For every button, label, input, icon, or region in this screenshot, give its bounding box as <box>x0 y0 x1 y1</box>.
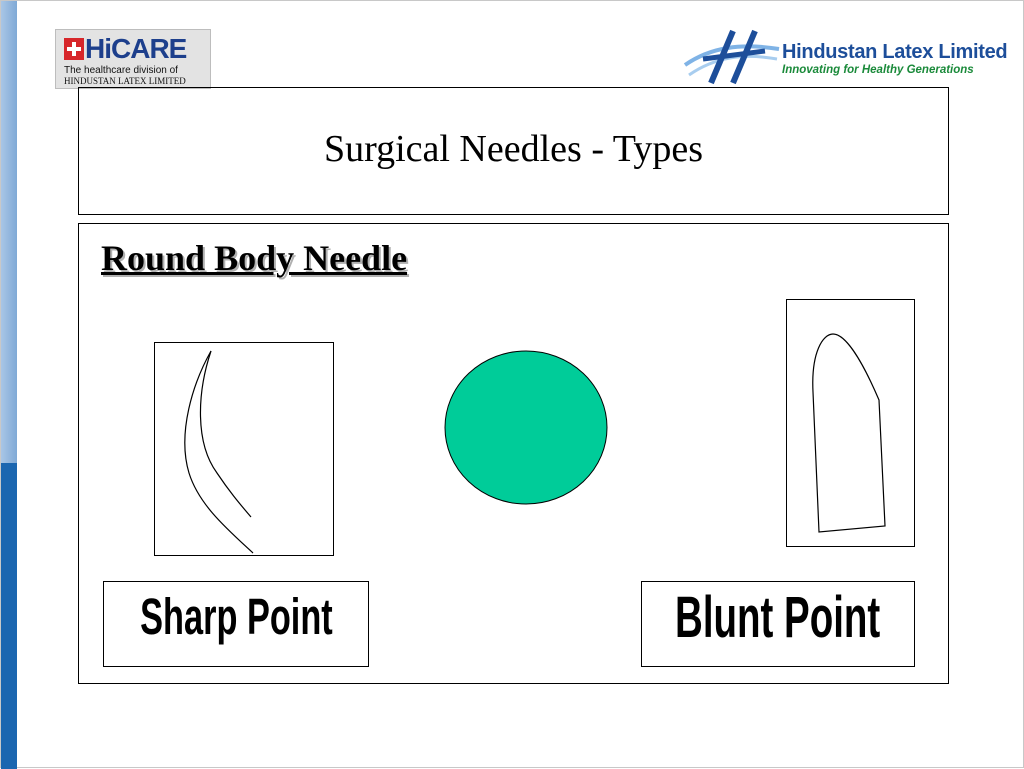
hll-logo-tagline: Innovating for Healthy Generations <box>782 64 974 76</box>
round-cross-section-circle <box>444 350 608 505</box>
hicare-logo-tagline-2: HINDUSTAN LATEX LIMITED <box>64 76 186 86</box>
hicare-wordmark <box>64 34 186 64</box>
left-accent-bar-light <box>1 1 17 463</box>
slide-title: Surgical Needles - Types <box>323 128 704 170</box>
sharp-point-label: Sharp Point <box>139 589 333 646</box>
sharp-point-label-box <box>103 581 369 667</box>
blunt-needle-tip-icon <box>787 300 916 548</box>
blunt-point-needle-diagram <box>786 299 915 547</box>
subheading: Round Body Needle <box>101 238 408 278</box>
hll-swoosh-icon <box>681 29 781 85</box>
hicare-logo-tagline-1: The healthcare division of <box>64 65 178 76</box>
red-cross-icon <box>64 38 84 60</box>
hicare-logo-name: HiCARE <box>85 33 187 64</box>
blunt-point-label-box <box>641 581 915 667</box>
hicare-logo <box>55 29 211 89</box>
title-box <box>78 87 949 215</box>
sharp-needle-curve-icon <box>155 343 335 557</box>
hll-logo-name: Hindustan Latex Limited <box>782 41 1008 63</box>
left-accent-bar-dark <box>1 463 17 769</box>
blunt-point-label: Blunt Point <box>675 585 881 651</box>
sharp-point-needle-diagram <box>154 342 334 556</box>
